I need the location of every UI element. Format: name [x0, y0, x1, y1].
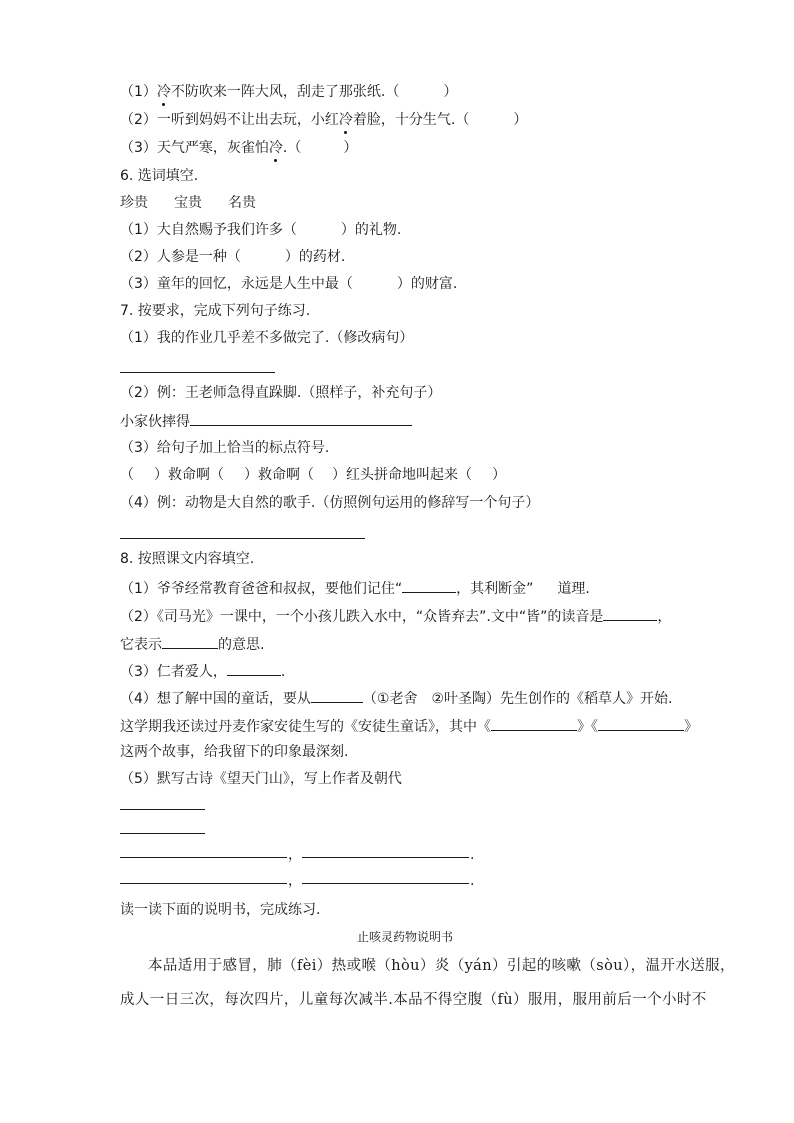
q8-item-4-line-1 [120, 688, 672, 708]
q8-item-4-blank-2[interactable] [491, 716, 577, 731]
reading-intro: 读一读下面的说明书，完成练习. [120, 902, 321, 918]
q8-item-2-line-1 [120, 606, 671, 626]
q8-item-4-blank-1[interactable] [311, 688, 363, 703]
q6-item-1-prefix: （1）大自然赐予我们许多（ [120, 222, 297, 238]
reading-line-2: 成人一日三次，每次四片，儿童每次减半.本品不得空腹（fù）服用，服用前后一个小时不 [120, 992, 707, 1008]
q7-item-4-answer-line[interactable] [120, 538, 365, 539]
reading-title: 止咳灵药物说明书 [357, 930, 454, 944]
q7-punct-part-2: ）救命啊（ [154, 467, 224, 483]
q8-poem-author-line[interactable] [120, 833, 205, 834]
q6-item-2-prefix: （2）人参是一种（ [120, 249, 241, 265]
q7-punct-part-1: （ [120, 467, 134, 483]
q8-item-4-book-mark: 》《 [577, 719, 598, 735]
q7-punctuation-sentence [120, 466, 506, 484]
q6-word-1: 珍贵 [120, 195, 148, 211]
q5-item-3-text: .（ [282, 140, 302, 156]
q7-item-3: （3）给句子加上恰当的标点符号. [120, 440, 330, 456]
q8-item-1-blank[interactable] [402, 578, 456, 593]
q8-item-2-prefix: （2）《司马光》一课中，一个小孩儿跌入水中，“众皆弃去”.文中“皆”的读音是 [120, 609, 604, 625]
q7-item-4: （4）例：动物是大自然的歌手.（仿照例句运用的修辞写一个句子） [120, 495, 540, 511]
q8-poem-line-2a[interactable] [120, 883, 287, 884]
q6-word-bank [120, 194, 256, 212]
q8-item-2-meaning-suffix: 的意思. [218, 637, 265, 653]
q8-item-1-suffix: 道理. [557, 581, 590, 597]
q5-item-2 [120, 111, 527, 129]
q5-item-1-text: 不防吹来一阵大风，刮走了那张纸.（ [170, 84, 400, 100]
q8-item-3 [120, 661, 285, 681]
q6-word-2: 宝贵 [174, 195, 202, 211]
q7-item-1-answer-line[interactable] [120, 372, 275, 373]
q8-poem-period-1: . [470, 847, 475, 863]
q5-item-2-dotted-char: 冷 [338, 112, 353, 128]
q7-item-2-answer-line[interactable] [190, 411, 412, 426]
q8-item-3-period: . [280, 664, 286, 680]
q8-item-1-prefix: （1）爷爷经常教育爸爸和叔叔，要他们记住“ [120, 581, 403, 597]
q8-title: 8. 按照课文内容填空. [120, 551, 255, 567]
q5-item-1 [120, 83, 457, 101]
q5-item-3-prefix: （3）天气严寒，灰雀怕 [120, 140, 269, 156]
q7-punct-part-5: ） [492, 467, 506, 483]
q8-poem-period-2: . [470, 873, 475, 889]
q6-item-1 [120, 221, 401, 239]
q6-item-2 [120, 248, 345, 266]
q6-item-1-suffix: ）的礼物. [340, 222, 402, 238]
q5-item-3 [120, 139, 357, 157]
q5-item-2-prefix: （2）一听到妈妈不让出去玩，小红 [120, 112, 339, 128]
q8-poem-title-line[interactable] [120, 809, 205, 810]
q6-title: 6. 选词填空. [120, 168, 199, 184]
q8-item-2-comma: ， [657, 609, 672, 625]
q5-item-3-dotted-char: 冷 [268, 140, 283, 156]
q8-item-1 [120, 578, 590, 598]
q8-poem-line-1b[interactable] [302, 857, 469, 858]
q8-poem-comma-1: ， [288, 847, 302, 863]
q5-item-2-text: 着脸，十分生气.（ [352, 112, 470, 128]
q6-word-3: 名贵 [228, 195, 256, 211]
q8-item-2-blank-2[interactable] [162, 634, 218, 649]
q8-item-2-blank-1[interactable] [603, 606, 657, 621]
q8-item-4-options: （①老舍 ②叶圣陶）先生创作的《稻草人》开始. [362, 691, 673, 707]
q8-item-2-meaning-prefix: 它表示 [120, 637, 162, 653]
q8-item-4-line-2-text: 这学期我还读过丹麦作家安徒生写的《安徒生童话》，其中《 [120, 719, 491, 735]
q7-title: 7. 按要求，完成下列句子练习. [120, 303, 311, 319]
q8-poem-comma-2: ， [288, 873, 302, 889]
q7-item-2: （2）例：王老师急得直跺脚.（照样子，补充句子） [120, 385, 442, 401]
q8-item-1-middle: ，其利断金” [456, 581, 534, 597]
q8-item-4-prefix: （4）想了解中国的童话，要从 [120, 691, 311, 707]
q7-item-2-answer-prefix: 小家伙摔得 [120, 414, 190, 430]
q7-item-2-answer [120, 411, 412, 431]
q8-item-4-line-3: 这两个故事，给我留下的印象最深刻. [120, 744, 349, 760]
q5-item-1-close: ） [443, 84, 458, 100]
q8-item-4-book-mark-close: 》 [684, 719, 698, 735]
q5-item-1-prefix: （1） [120, 84, 157, 100]
q8-item-3-prefix: （3）仁者爱人， [120, 664, 227, 680]
q5-item-3-close: ） [343, 140, 358, 156]
q5-item-2-close: ） [513, 112, 528, 128]
q7-punct-part-3: ）救命啊（ [244, 467, 314, 483]
q6-item-2-suffix: ）的药材. [284, 249, 346, 265]
q7-punct-part-4: ）红头拼命地叫起来（ [332, 467, 472, 483]
q6-item-3-prefix: （3）童年的回忆，永远是人生中最（ [120, 276, 353, 292]
q6-item-3-suffix: ）的财富. [396, 276, 458, 292]
q5-item-1-dotted-char: 冷 [156, 84, 171, 100]
q8-item-4-line-2 [120, 716, 698, 736]
q8-item-2-line-2 [120, 634, 264, 654]
q8-item-4-blank-3[interactable] [598, 716, 684, 731]
q6-item-3 [120, 275, 457, 293]
q8-item-3-blank[interactable] [227, 661, 281, 676]
q8-poem-line-1a[interactable] [120, 857, 287, 858]
q8-item-5: （5）默写古诗《望天门山》，写上作者及朝代 [120, 771, 402, 787]
q8-poem-line-2b[interactable] [302, 883, 469, 884]
q7-item-1: （1）我的作业几乎差不多做完了.（修改病句） [120, 330, 414, 346]
reading-line-1: 本品适用于感冒，肺（fèi）热或喉（hòu）炎（yán）引起的咳嗽（sòu），温开水送服， [148, 958, 735, 974]
